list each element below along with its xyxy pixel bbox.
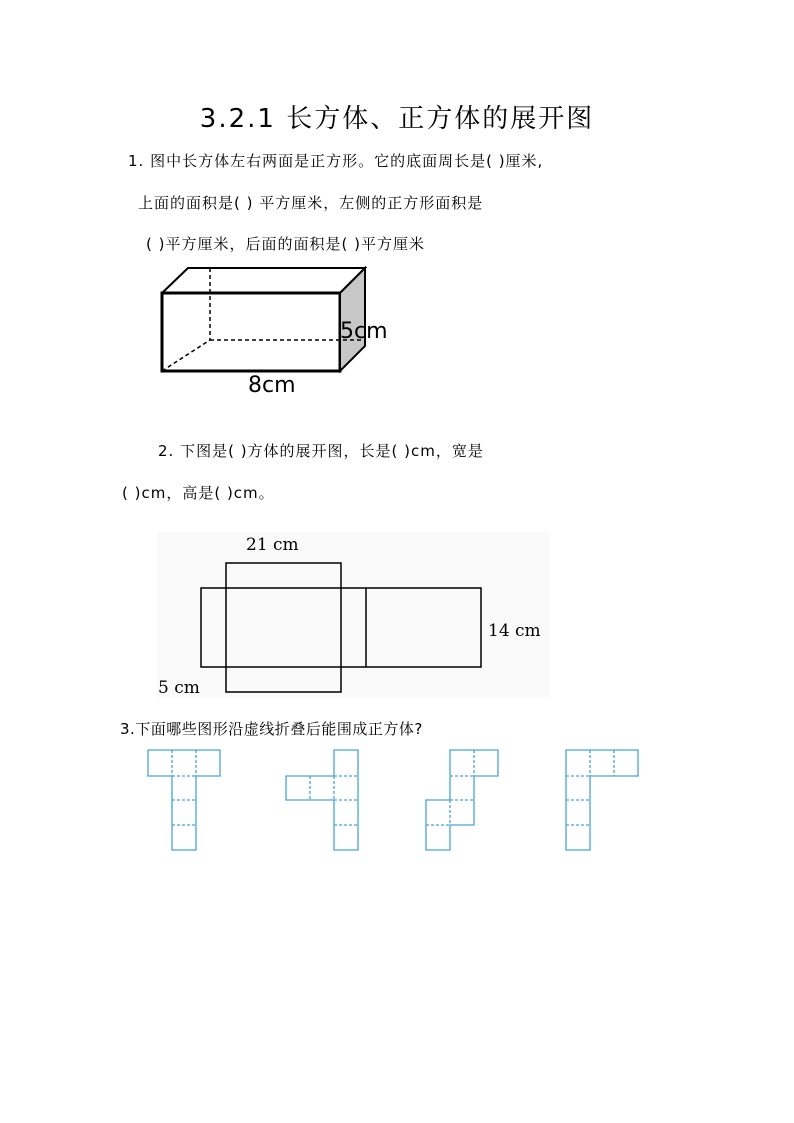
cuboid-top-face [162,268,365,293]
cuboid-length-label: 8cm [248,373,296,398]
net-figure-2 [155,530,555,700]
q1-line-3: ( )平方厘米，后面的面积是( )平方厘米 [146,235,425,253]
net-left-label: 5 cm [158,678,200,698]
q2-line-1: 2. 下图是( )方体的展开图，长是( )cm，宽是 [158,442,484,460]
q1-line-2: 上面的面积是( ) 平方厘米，左侧的正方形面积是 [138,194,484,212]
cuboid-front-face [162,293,340,371]
hidden-edge-diagonal [162,340,210,371]
q1-line-1: 1. 图中长方体左右两面是正方形。它的底面周长是( )厘米, [128,152,544,170]
cube-net-a [148,750,220,850]
cube-net-c [426,750,498,850]
q2-line-2: ( )cm，高是( )cm。 [122,484,275,502]
cuboid-height-label: 5cm [340,319,388,344]
cube-nets [140,740,660,860]
q3-text: 3.下面哪些图形沿虚线折叠后能围成正方体? [120,720,423,738]
net-figure-background [157,532,550,698]
cube-net-b [286,750,358,850]
cuboid-figure [150,260,440,400]
cube-net-d [566,750,638,850]
page-title: 3.2.1 长方体、正方体的展开图 [199,104,595,134]
net-top-label: 21 cm [246,535,299,555]
net-right-label: 14 cm [488,621,541,641]
